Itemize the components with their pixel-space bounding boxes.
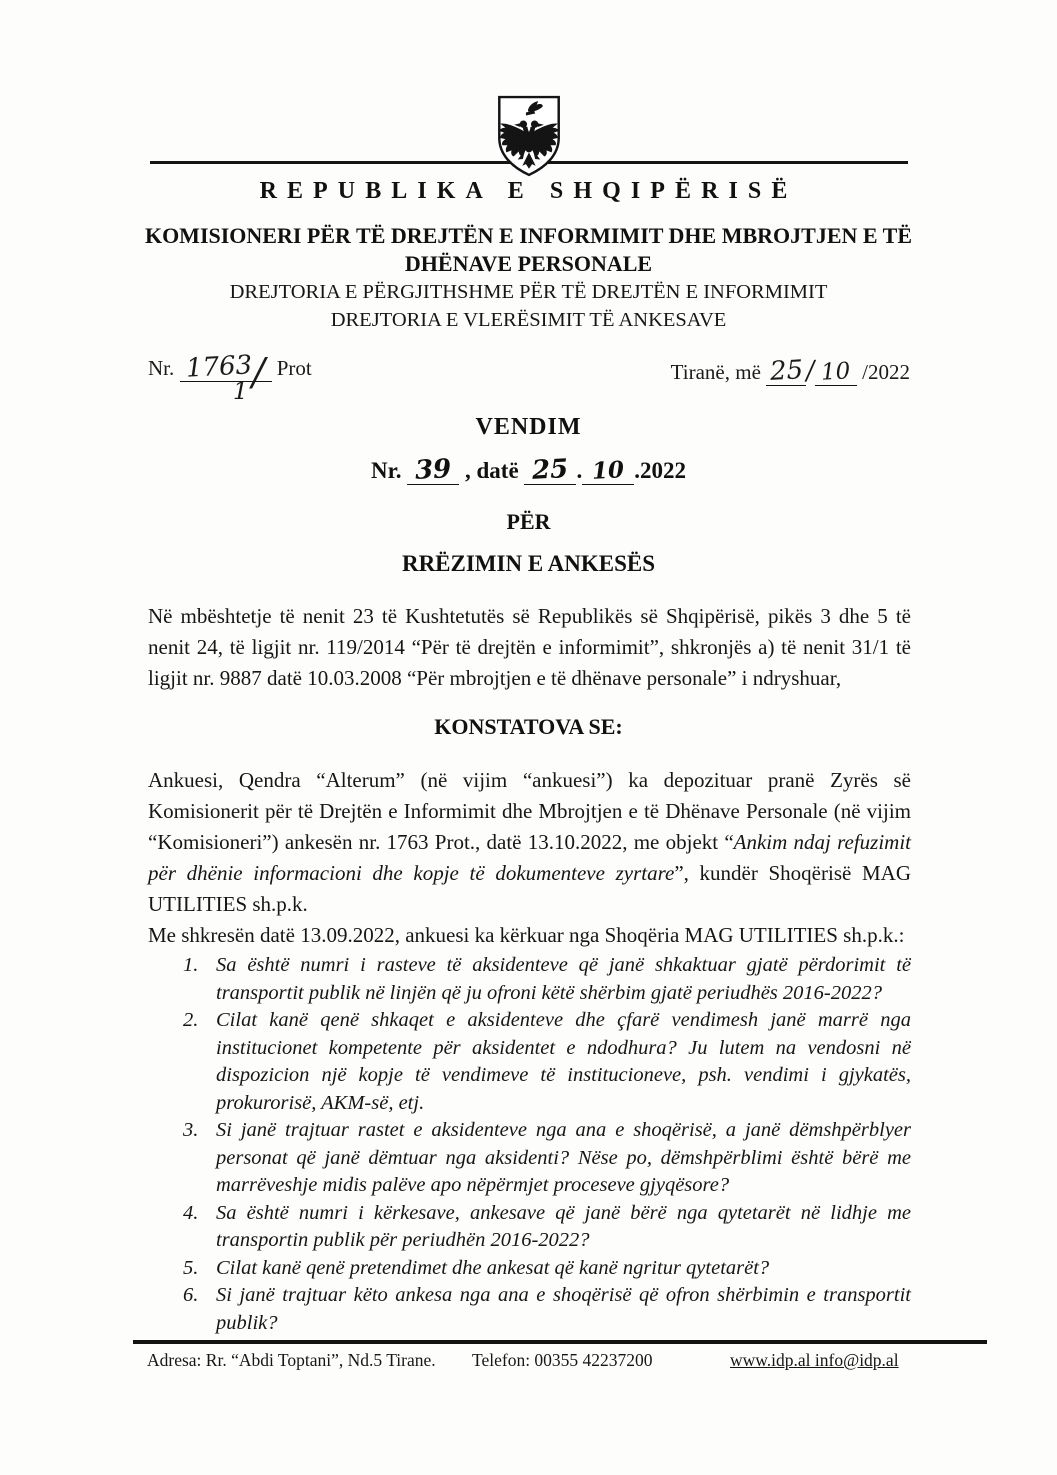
complaint-intro-paragraph [148, 765, 911, 951]
question-item [183, 1255, 911, 1283]
request-line: Me shkresën datë 13.09.2022, ankuesi ka kërkuar nga Shoqëria MAG UTILITIES sh.p.k.: [148, 923, 905, 947]
place-date [670, 355, 910, 387]
republic-title: REPUBLIKA E SHQIPËRISË [259, 178, 798, 204]
commissioner-name: KOMISIONERI PËR TË DREJTËN E INFORMIMIT DHE MBROJTJEN E TË DHËNAVE PERSONALE [144, 223, 913, 276]
decision-day-blank [524, 454, 576, 486]
question-text: Si janë trajtuar këto ankesa nga ana e shoqërisë që ofron shërbimin e transportit publik? [216, 1284, 911, 1334]
date-day-handwritten: 25 [768, 355, 804, 387]
footer-divider [133, 1340, 987, 1344]
organization-header [138, 222, 919, 334]
per-heading: PËR [506, 509, 551, 534]
decision-nr-label: Nr. [371, 458, 402, 483]
date-day-blank [766, 355, 806, 387]
date-month-blank [815, 360, 857, 386]
decision-title: VENDIM [475, 414, 582, 440]
decision-day-handwritten: 25 [531, 454, 570, 486]
albanian-eagle-emblem-icon [495, 94, 563, 178]
question-number: 6. [183, 1284, 199, 1306]
question-number: 4. [183, 1201, 199, 1224]
konstatova-heading: KONSTATOVA SE: [434, 714, 623, 739]
protocol-subnumber-handwritten: 1 [232, 377, 249, 405]
complaint-object-italic: Ankim ndaj refuzimit për dhënie informacioni dhe kopje të dokumenteve zyrtare [148, 830, 911, 885]
decision-subject: RRËZIMIN E ANKESËS [401, 551, 656, 576]
decision-number-date [0, 454, 1057, 486]
question-text: Si janë trajtuar rastet e aksidenteve nga ana e shoqërisë, a janë dëmshpërblyer personat që janë dëmtuar nga aksidenti? Nëse po, dëmshpërblimi është bërë me marrëveshje midis palëve apo nëpërmjet proceseve gjyqësore? [216, 1119, 911, 1196]
question-text: Sa është numri i rasteve të aksidenteve që janë shkaktuar gjatë përdorimit të transportit publik në linjën që ju ofroni këtë shërbim gjatë periudhës 2016-2022? [216, 954, 911, 1004]
protocol-nr-label: Nr. [148, 356, 175, 380]
question-text: Cilat kanë qenë shkaqet e aksidenteve dhe çfarë vendimesh janë marrë nga institucionet kompetente për aksidentet e ndodhura? Ju lutem na vendosni në dispozicion një kopje të vendimeve të institucioneve, psh. vendimi i gjykatës, prokurorisë, AKM-së, etj. [216, 1009, 911, 1114]
protocol-nr-handwritten: 1763 [185, 350, 253, 384]
footer-address: Adresa: Rr. “Abdi Toptani”, Nd.5 Tirane. [147, 1350, 436, 1370]
footer-website-email: www.idp.al info@idp.al [730, 1350, 899, 1370]
footer-phone: Telefon: 00355 42237200 [472, 1350, 653, 1370]
question-text: Cilat kanë qenë pretendimet dhe ankesat që kanë ngritur qytetarët? [216, 1256, 770, 1279]
question-number: 2. [183, 1009, 199, 1031]
decision-nr-handwritten: 39 [414, 454, 453, 486]
directorate-line-2: DREJTORIA E VLERËSIMIT TË ANKESAVE [330, 309, 727, 331]
question-text: Sa është numri i kërkesave, ankesave që janë bërë nga qytetarët në lidhje me transportin publik për periudhën 2016-2022? [216, 1201, 911, 1251]
protocol-prot-label: Prot [276, 356, 312, 380]
questions-list [183, 952, 911, 1337]
date-month-handwritten: 10 [820, 358, 852, 386]
intro-text-after: ”, kundër Shoqërisë MAG UTILITIES sh.p.k. [148, 861, 911, 916]
protocol-number [148, 350, 312, 405]
question-item [183, 1282, 911, 1337]
question-item [183, 952, 911, 1007]
decision-date-label: , datë [465, 458, 519, 483]
question-number: 3. [183, 1119, 199, 1141]
question-item [183, 1007, 911, 1117]
directorate-line-1: DREJTORIA E PËRGJITHSHME PËR TË DREJTËN E INFORMIMIT [229, 281, 828, 303]
legal-basis-paragraph: Në mbështetje të nenit 23 të Kushtetutës së Republikës së Shqipërisë, pikës 3 dhe 5 të nenit 24, të ligjit nr. 119/2014 “Për të drejtën e informimit”, shkronjës a) të nenit 31/1 të ligjit nr. 9887 datë 10.03.2008 “Për mbrojtjen e të dhënave personale” i ndryshuar, [148, 604, 911, 690]
question-number: 1. [183, 954, 199, 976]
question-item [183, 1200, 911, 1255]
decision-nr-blank [407, 454, 459, 486]
question-number: 5. [183, 1256, 199, 1279]
decision-dot-1: . [576, 458, 583, 483]
protocol-nr-blank: 1763/ 1 [180, 356, 272, 382]
date-separator-handwritten: / [805, 355, 816, 387]
date-year-printed: /2022 [862, 360, 910, 384]
intro-text-before: Ankuesi, Qendra “Alterum” (në vijim “ankuesi”) ka depozituar pranë Zyrës së Komisionerit për të Drejtën e Informimit dhe Mbrojtjen e të Dhënave Personale (në vijim “Komisioneri”) ankesën nr. 1763 Prot., datë 13.10.2022, me objekt “ [148, 768, 911, 854]
place-date-label: Tiranë, më [670, 360, 761, 384]
decision-year-printed: .2022 [634, 458, 686, 483]
decision-month-blank [582, 458, 634, 485]
question-item [183, 1117, 911, 1200]
decision-month-handwritten: 10 [591, 456, 625, 485]
